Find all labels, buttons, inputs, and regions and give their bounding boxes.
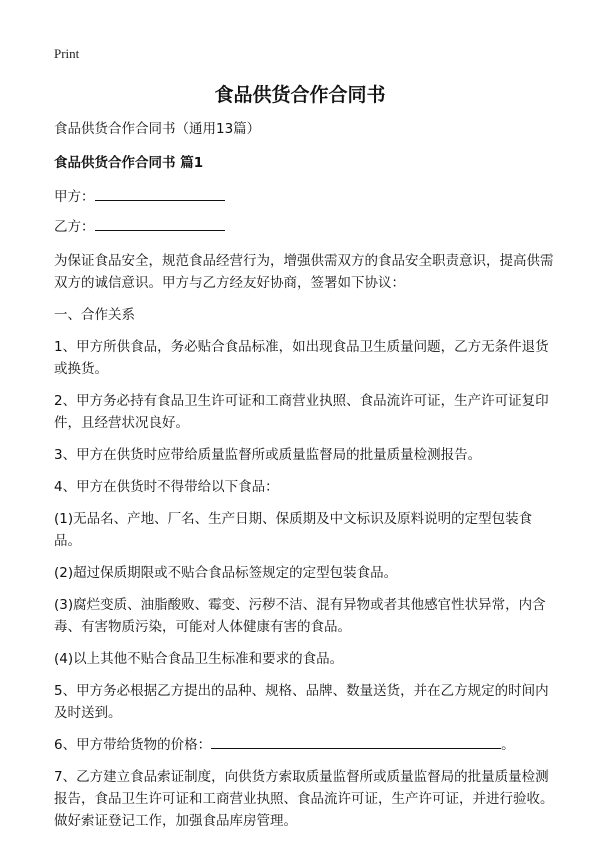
party-a-blank — [95, 186, 225, 201]
party-b-label: 乙方： — [54, 219, 95, 235]
clause-item-2: 2、甲方务必持有食品卫生许可证和工商营业执照、食品流许可证，生产许可证复印件，且经营状况良好。 — [54, 393, 549, 431]
clause-subitem-2: (2)超过保质期限或不贴合食品标签规定的定型包装食品。 — [54, 565, 398, 581]
document-title: 食品供货合作合同书 — [214, 84, 386, 106]
section-heading: 食品供货合作合同书 篇1 — [54, 155, 204, 171]
party-b-blank — [95, 216, 225, 231]
clause-item-3: 3、甲方在供货时应带给质量监督所或质量监督局的批量质量检测报告。 — [54, 447, 482, 463]
document-subtitle: 食品供货合作合同书（通用13篇） — [54, 121, 261, 137]
intro-paragraph: 为保证食品安全，规范食品经营行为，增强供需双方的食品安全职责意识，提高供需双方的诚信意识。甲方与乙方经友好协商，签署如下协议： — [54, 253, 554, 291]
clause-subitem-3: (3)腐烂变质、油脂酸败、霉变、污秽不洁、混有异物或者其他感官性状异常，内含毒、有害物质污染，可能对人体健康有害的食品。 — [54, 597, 546, 635]
clause-item-5: 5、甲方务必根据乙方提出的品种、规格、品牌、数量送货，并在乙方规定的时间内及时送到。 — [54, 683, 549, 721]
party-b-line — [54, 216, 554, 238]
party-a-label: 甲方： — [54, 189, 95, 205]
clause-item-1: 1、甲方所供食品，务必贴合食品标准，如出现食品卫生质量问题，乙方无条件退货或换货。 — [54, 339, 549, 377]
clause-item-4: 4、甲方在供货时不得带给以下食品： — [54, 479, 279, 495]
document-body — [54, 118, 554, 842]
print-link[interactable]: Print — [54, 46, 80, 61]
clause-heading: 一、合作关系 — [54, 307, 135, 323]
clause-item-7: 7、乙方建立食品索证制度，向供货方索取质量监督所或质量监督局的批量质量检测报告，食品卫生许可证和工商营业执照、食品流许可证，生产许可证，并进行验收。做好索证登记工作，加强食品库房管理。 — [54, 769, 554, 829]
price-label: 6、甲方带给货物的价格： — [54, 737, 212, 753]
clause-subitem-4: (4)以上其他不贴合食品卫生标准和要求的食品。 — [54, 651, 344, 667]
price-blank — [211, 734, 501, 749]
clause-subitem-1: (1)无品名、产地、厂名、生产日期、保质期及中文标识及原料说明的定型包装食品。 — [54, 511, 533, 549]
clause-item-6 — [54, 734, 554, 756]
price-end: 。 — [501, 737, 515, 753]
party-a-line — [54, 186, 554, 208]
